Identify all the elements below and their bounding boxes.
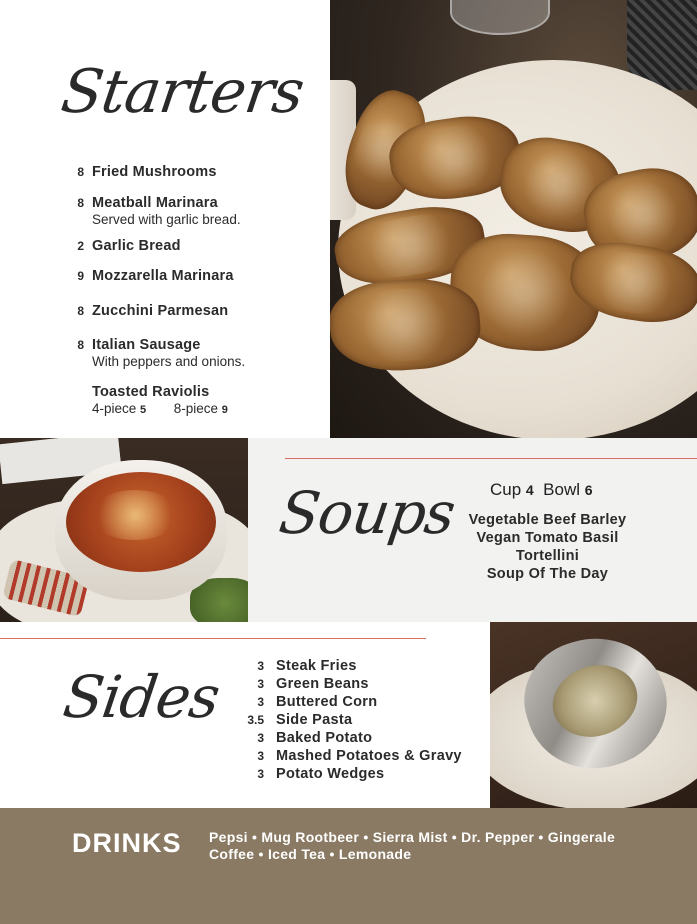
side-item (240, 766, 480, 784)
item-price: 2 (77, 239, 84, 253)
soup-sizes (490, 480, 593, 500)
side-price: 3 (257, 659, 264, 673)
side-item (240, 694, 480, 712)
item-price: 8 (77, 338, 84, 352)
side-price: 3.5 (247, 713, 264, 727)
ravioli-item-name: Toasted Raviolis (92, 384, 210, 400)
side-price: 3 (257, 677, 264, 691)
soups-heading: Soups (275, 479, 459, 547)
cup-label: Cup (490, 480, 522, 499)
side-item (240, 748, 480, 766)
ravioli-large-label: 8-piece (173, 401, 218, 416)
item-description: With peppers and onions. (92, 354, 246, 369)
ravioli-small-price: 5 (140, 404, 147, 416)
ravioli-large-price: 9 (221, 404, 228, 416)
drinks-section (0, 808, 697, 924)
soup-item: Vegan Tomato Basil (476, 530, 619, 546)
side-price: 3 (257, 749, 264, 763)
side-name: Mashed Potatoes & Gravy (276, 748, 462, 764)
ravioli-options (92, 401, 228, 416)
drinks-heading: DRINKS (72, 828, 182, 858)
item-name: Italian Sausage (92, 337, 201, 353)
item-price: 8 (77, 165, 84, 179)
item-description: Served with garlic bread. (92, 212, 241, 227)
side-price: 3 (257, 767, 264, 781)
soup-photo (0, 438, 248, 622)
side-name: Side Pasta (276, 712, 353, 728)
side-name: Buttered Corn (276, 694, 378, 710)
side-name: Potato Wedges (276, 766, 385, 782)
side-item (240, 730, 480, 748)
soup-item: Vegetable Beef Barley (468, 512, 627, 528)
soups-divider (285, 458, 697, 459)
side-name: Green Beans (276, 676, 369, 692)
wine-glass-shape (450, 0, 550, 35)
side-price: 3 (257, 695, 264, 709)
raviolis-photo (330, 0, 697, 438)
side-name: Baked Potato (276, 730, 373, 746)
cup-price: 4 (525, 482, 534, 498)
side-item (240, 676, 480, 694)
soup-item: Soup Of The Day (486, 566, 609, 582)
item-price: 9 (77, 269, 84, 283)
soup-list (440, 511, 655, 583)
item-name: Meatball Marinara (92, 195, 218, 211)
item-price: 8 (77, 196, 84, 210)
side-item (240, 712, 480, 730)
ravioli-small-label: 4-piece (92, 401, 137, 416)
cheese-shape (90, 490, 180, 540)
side-name: Steak Fries (276, 658, 357, 674)
item-name: Fried Mushrooms (92, 164, 217, 180)
item-name: Garlic Bread (92, 238, 181, 254)
item-name: Mozzarella Marinara (92, 268, 234, 284)
sides-heading: Sides (59, 663, 224, 731)
side-item (240, 658, 480, 676)
baked-potato-photo (490, 622, 697, 808)
item-name: Zucchini Parmesan (92, 303, 229, 319)
drinks-list-line-2: Coffee • Iced Tea • Lemonade (209, 846, 412, 862)
bowl-label: Bowl (543, 480, 581, 499)
starters-heading: Starters (57, 57, 308, 127)
bowl-price: 6 (584, 482, 593, 498)
side-price: 3 (257, 731, 264, 745)
drinks-list-line-1: Pepsi • Mug Rootbeer • Sierra Mist • Dr. Pepper • Gingerale (209, 829, 616, 845)
item-price: 8 (77, 304, 84, 318)
sides-divider (0, 638, 426, 639)
soup-item: Tortellini (515, 548, 580, 564)
